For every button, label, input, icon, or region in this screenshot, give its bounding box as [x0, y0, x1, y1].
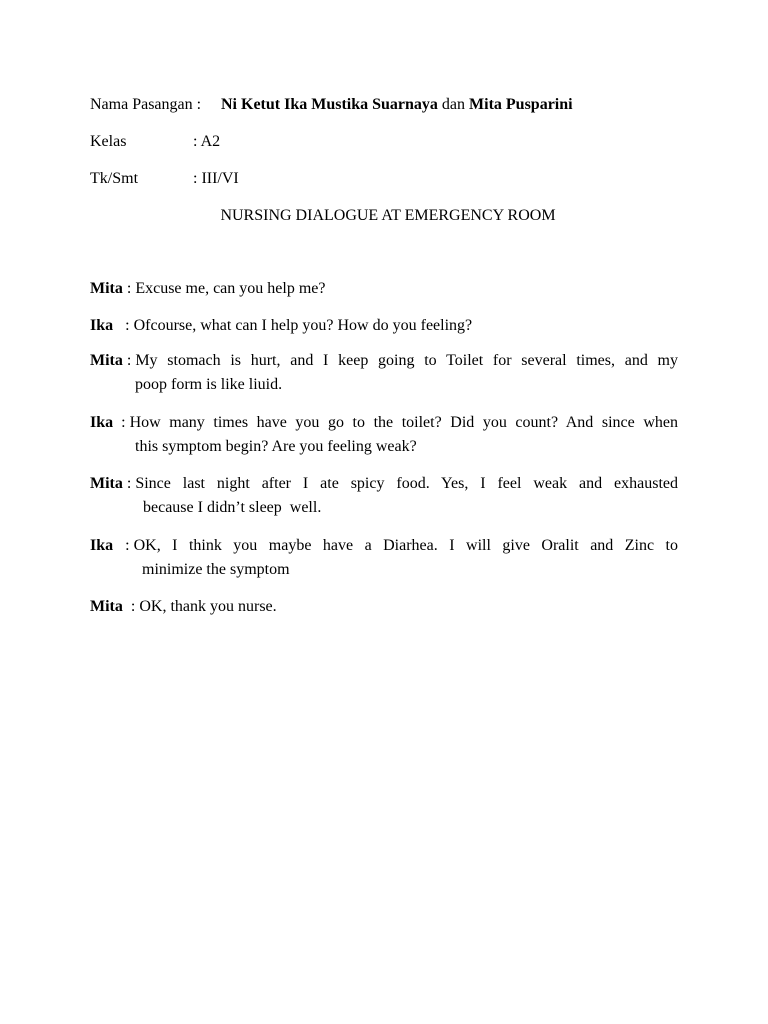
speaker-separator: :	[113, 537, 134, 554]
speaker-separator: :	[113, 414, 130, 431]
level-label: Tk/Smt	[90, 170, 139, 187]
dialogue-text: Excuse me, can you help me?	[135, 280, 326, 297]
class-label: Kelas	[90, 133, 127, 150]
dialogue-continuation: this symptom begin? Are you feeling weak?	[135, 438, 417, 455]
dialogue-continuation: minimize the symptom	[142, 561, 290, 578]
level-value: : III/VI	[193, 170, 239, 187]
dialogue-line	[90, 595, 678, 619]
speaker-name: Mita	[90, 598, 123, 615]
speaker-separator: :	[113, 317, 134, 334]
dialogue-first-line	[90, 349, 678, 373]
pair-name-2: Mita Pusparini	[469, 96, 573, 113]
dialogue-continuation: poop form is like liuid.	[135, 376, 283, 393]
speaker-name: Mita	[90, 280, 123, 297]
pair-connector: dan	[437, 96, 470, 113]
dialogue-head	[90, 411, 130, 435]
speaker-name: Mita	[90, 475, 123, 492]
dialogue-head	[90, 472, 135, 496]
dialogue-first-line	[90, 472, 678, 496]
level-row	[90, 169, 239, 189]
speaker-name: Ika	[90, 414, 114, 431]
dialogue-line	[90, 411, 678, 459]
dialogue-text: My stomach is hurt, and I keep going to Toilet for several times, and my	[135, 352, 678, 369]
speaker-separator: :	[122, 475, 136, 492]
speaker-separator: :	[122, 280, 136, 297]
speaker-name: Mita	[90, 352, 123, 369]
dialogue-first-line	[90, 411, 678, 435]
pair-row	[90, 95, 573, 115]
dialogue-text: Ofcourse, what can I help you? How do you feeling?	[133, 317, 473, 334]
pair-label: Nama Pasangan :	[90, 96, 202, 113]
dialogue-text: Since last night after I ate spicy food. Yes, I feel weak and exhausted	[135, 475, 678, 492]
dialogue-first-line	[90, 534, 678, 558]
dialogue-continuation: because I didn’t sleep well.	[143, 499, 322, 516]
speaker-separator: :	[122, 352, 136, 369]
pair-name-1: Ni Ketut Ika Mustika Suarnaya	[221, 96, 438, 113]
speaker-name: Ika	[90, 317, 114, 334]
speaker-name: Ika	[90, 537, 114, 554]
dialogue-head	[90, 534, 134, 558]
dialogue-text: How many times have you go to the toilet? Did you count? And since when	[129, 414, 678, 431]
class-row	[90, 132, 221, 152]
dialogue-text: OK, thank you nurse.	[139, 598, 277, 615]
dialogue-line	[90, 314, 678, 338]
dialogue-line	[90, 277, 678, 301]
dialogue-text: OK, I think you maybe have a Diarhea. I will give Oralit and Zinc to	[133, 537, 678, 554]
dialogue-head	[90, 349, 135, 373]
pair-names	[221, 95, 573, 115]
dialogue-line	[90, 472, 678, 520]
class-value: : A2	[193, 133, 221, 150]
speaker-separator: :	[122, 598, 140, 615]
dialogue-line	[90, 534, 678, 582]
document-title: NURSING DIALOGUE AT EMERGENCY ROOM	[220, 207, 556, 224]
dialogue-line	[90, 349, 678, 397]
